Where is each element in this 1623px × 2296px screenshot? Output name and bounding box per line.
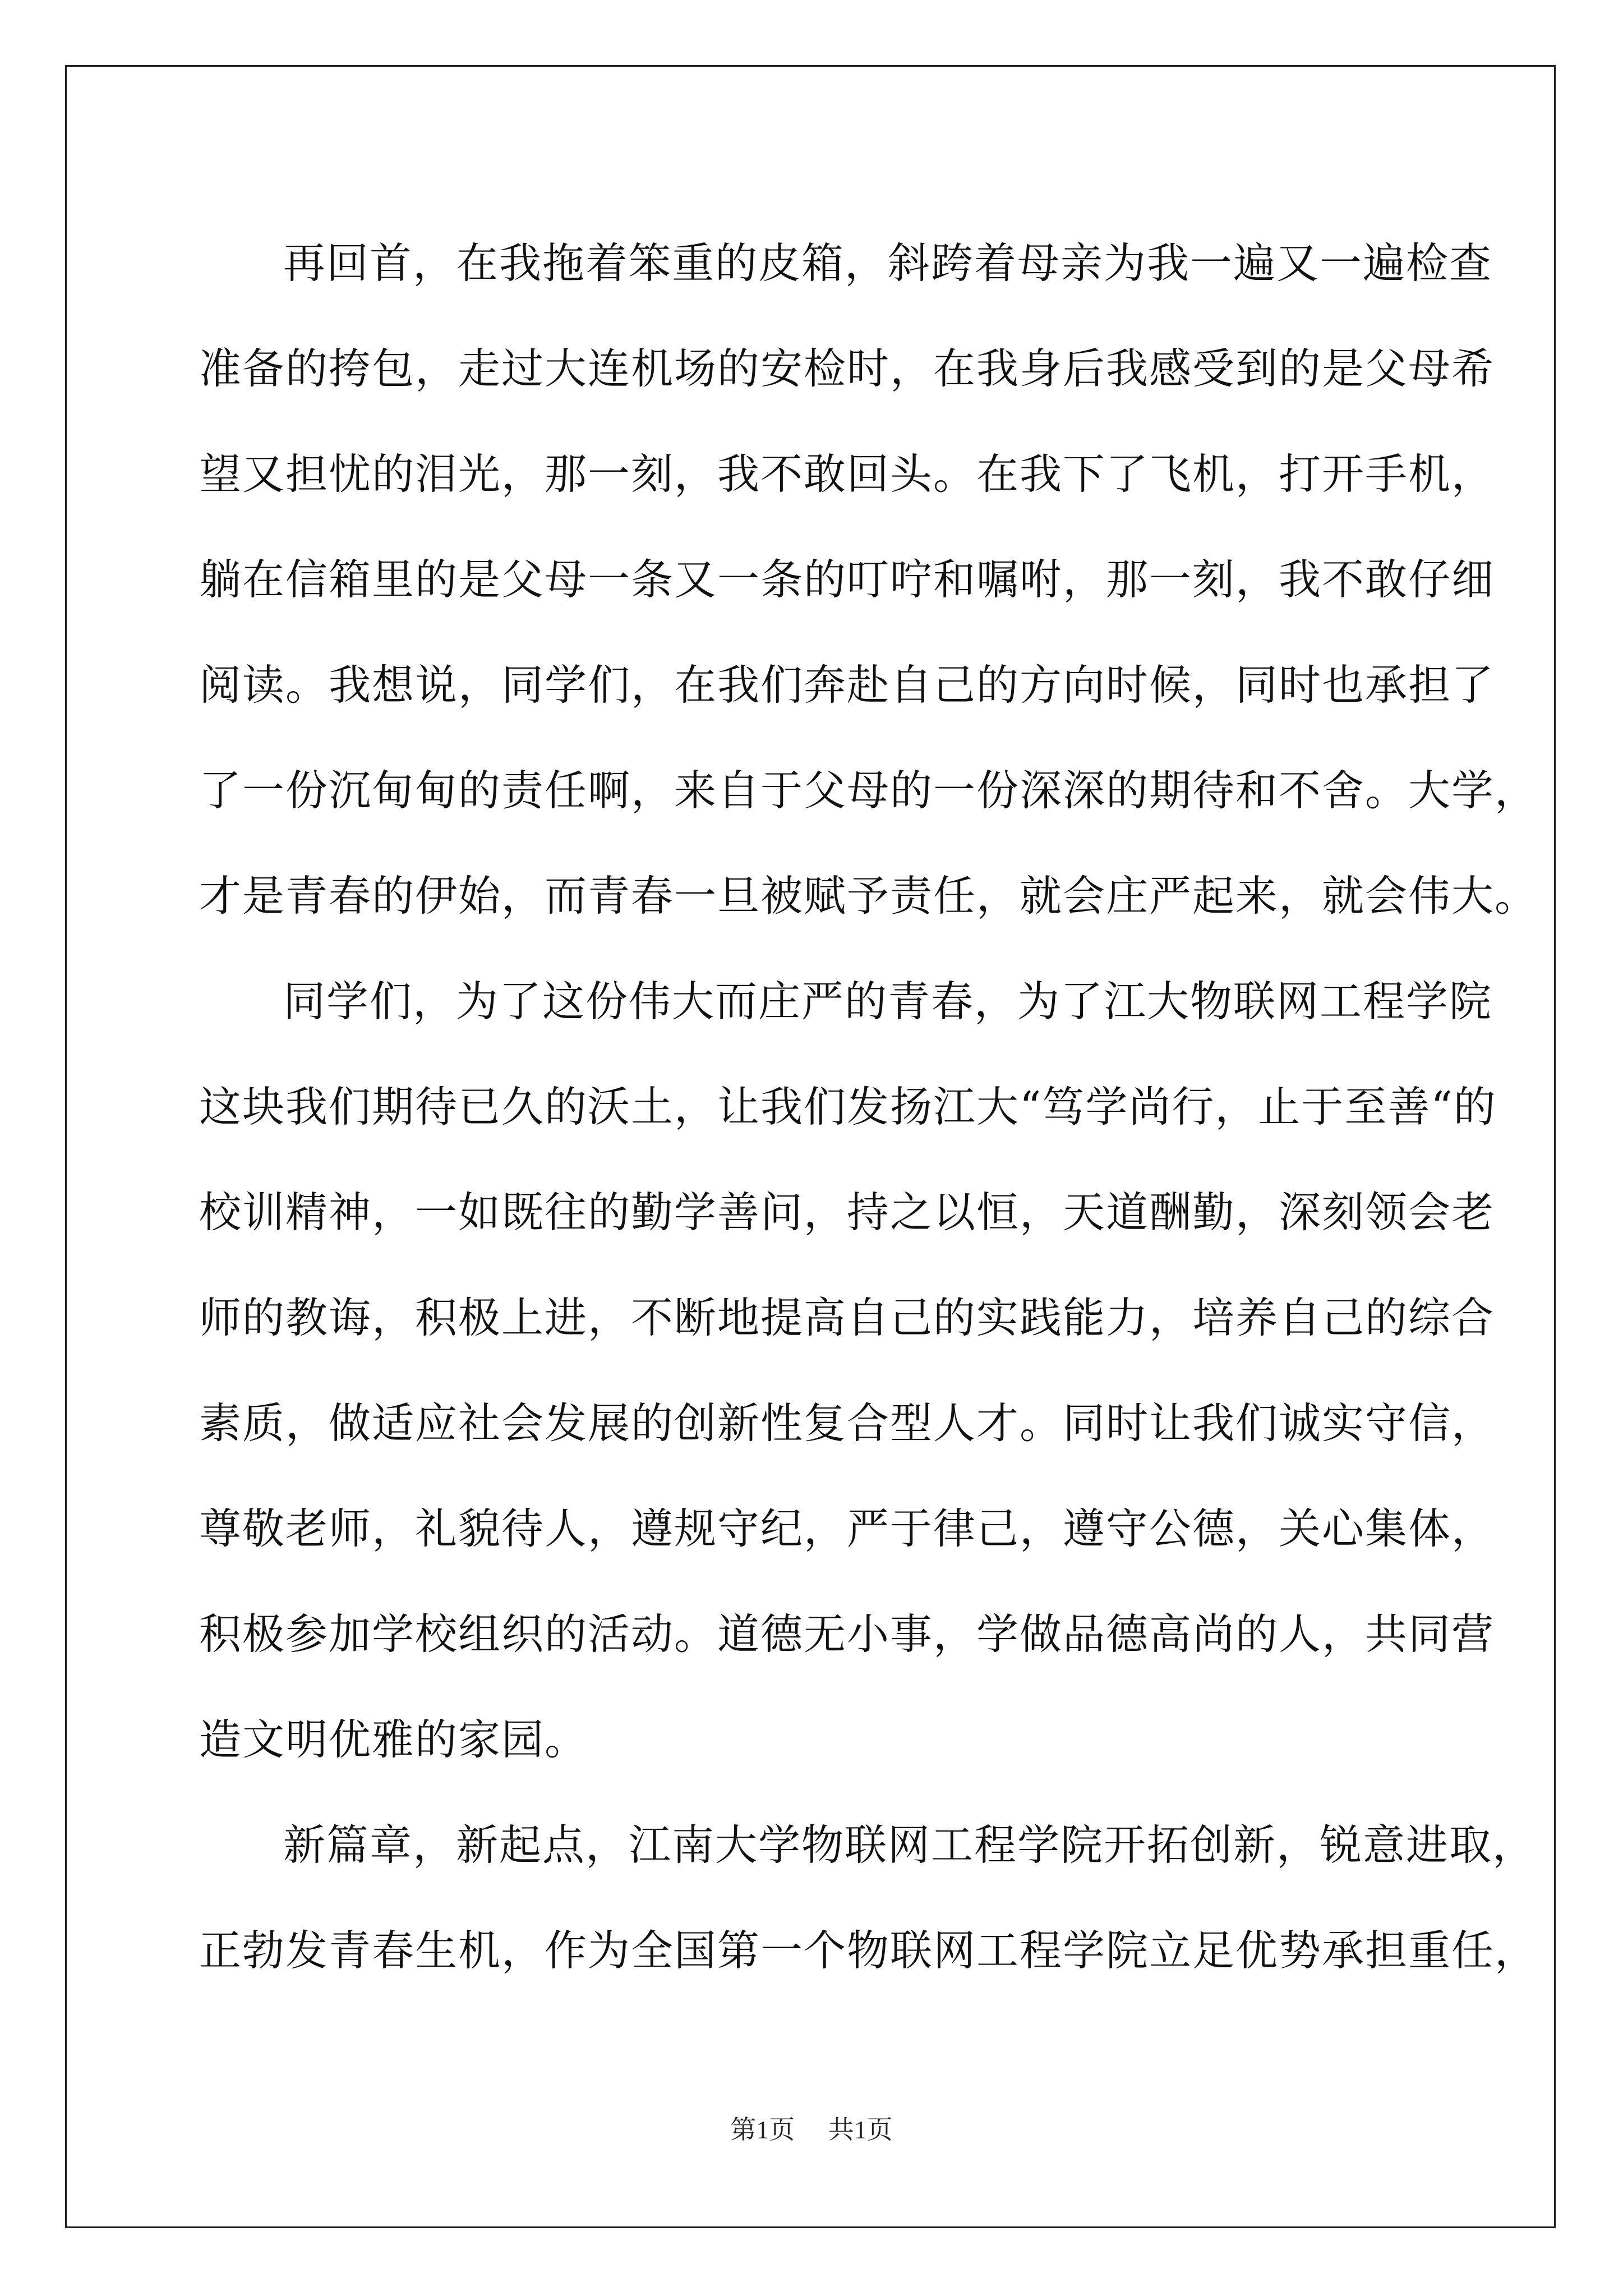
text-line: 再回首，在我拖着笨重的皮箱，斜跨着母亲为我一遍又一遍检查 [283, 238, 1493, 288]
text-line: 同学们，为了这份伟大而庄严的青春，为了江大物联网工程学院 [283, 977, 1493, 1026]
text-line: 这块我们期待已久的沃土，让我们发扬江大“笃学尚行，止于至善“的 [199, 1082, 1497, 1131]
text-line: 校训精神，一如既往的勤学善问，持之以恒，天道酬勤，深刻领会老 [199, 1188, 1495, 1237]
text-line: 阅读。我想说，同学们，在我们奔赴自己的方向时候，同时也承担了 [199, 660, 1495, 710]
text-line: 躺在信箱里的是父母一条又一条的叮咛和嘱咐，那一刻，我不敢仔细 [199, 555, 1495, 604]
text-line: 师的教诲，积极上进，不断地提高自己的实践能力，培养自己的综合 [199, 1293, 1495, 1342]
text-line: 准备的挎包，走过大连机场的安检时，在我身后我感受到的是父母希 [199, 344, 1495, 393]
text-line: 素质，做适应社会发展的创新性复合型人才。同时让我们诚实守信， [199, 1398, 1495, 1448]
text-line: 正勃发青春生机，作为全国第一个物联网工程学院立足优势承担重任， [199, 1926, 1538, 1975]
page-footer [0, 2109, 1623, 2146]
text-line: 造文明优雅的家园。 [199, 1715, 588, 1764]
text-line: 新篇章，新起点，江南大学物联网工程学院开拓创新，锐意进取， [283, 1820, 1536, 1870]
text-line: 尊敬老师，礼貌待人，遵规守纪，严于律己，遵守公德，关心集体， [199, 1504, 1495, 1553]
page-total: 共1页 [828, 2115, 893, 2144]
text-line: 了一份沉甸甸的责任啊，来自于父母的一份深深的期待和不舍。大学， [199, 766, 1538, 815]
page-number: 第1页 [730, 2115, 795, 2144]
document-body [199, 210, 1538, 2003]
text-line: 才是青春的伊始，而青春一旦被赋予责任，就会庄严起来，就会伟大。 [199, 871, 1538, 921]
text-line: 积极参加学校组织的活动。道德无小事，学做品德高尚的人，共同营 [199, 1609, 1495, 1659]
text-line: 望又担忧的泪光，那一刻，我不敢回头。在我下了飞机，打开手机， [199, 449, 1495, 499]
